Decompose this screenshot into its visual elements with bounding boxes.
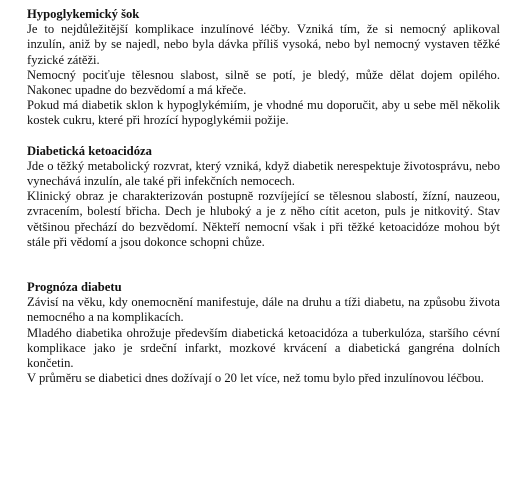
paragraph: Klinický obraz je charakterizován postupně rozvíjející se tělesnou slabostí, žízní, nauzeou, zvracením, bolestí břicha. Dech je hluboký a je z něho cítit aceton, puls je nitkovitý. Stav většinou přechází do bezvědomí. Někteří nemocní však i při těžké ketoacidóze mohou být stále při vědomí a jsou dokonce schopni chůze.: [27, 189, 500, 249]
paragraph: V průměru se diabetici dnes dožívají o 20 let více, než tomu bylo před inzulínovou léčbou.: [27, 371, 484, 386]
section-heading: Hypoglykemický šok: [27, 7, 140, 21]
section-heading: Prognóza diabetu: [27, 280, 122, 295]
section-diabetes-prognosis: [27, 280, 500, 386]
section-spacer: [27, 129, 500, 144]
paragraph: Jde o těžký metabolický rozvrat, který vzniká, když diabetik nerespektuje životosprávu, nebo vynechává inzulín, ale také při infekčních nemocech.: [27, 158, 500, 189]
paragraph: Pokud má diabetik sklon k hypoglykémiím, je vhodné mu doporučit, aby u sebe měl několik kostek cukru, které při hrozící hypoglykémii požije.: [27, 98, 500, 128]
paragraph: Je to nejdůležitější komplikace inzulínové léčby. Vzniká tím, že si nemocný aplikoval inzulín, aniž by se najedl, nebo byla dávka příliš vysoká, nebo byl nemocný vystaven těžké fyzické zátěži.: [27, 22, 500, 67]
section-hypoglycemic-shock: [27, 7, 500, 129]
paragraph: Závisí na věku, kdy onemocnění manifestuje, dále na druhu a tíži diabetu, na způsobu života nemocného a na komplikacích.: [27, 295, 500, 325]
section-diabetic-ketoacidosis: [27, 144, 500, 250]
section-heading: Diabetická ketoacidóza: [27, 143, 152, 158]
paragraph: Nemocný pociťuje tělesnou slabost, silně se potí, je bledý, může dělat dojem opilého. Nakonec upadne do bezvědomí a má křeče.: [27, 67, 500, 98]
section-spacer: [27, 250, 500, 280]
paragraph: Mladého diabetika ohrožuje především diabetická ketoacidóza a tuberkulóza, staršího cévní komplikace jako je srdeční infarkt, mozkové krvácení a diabetická gangréna dolních končetin.: [27, 325, 500, 371]
